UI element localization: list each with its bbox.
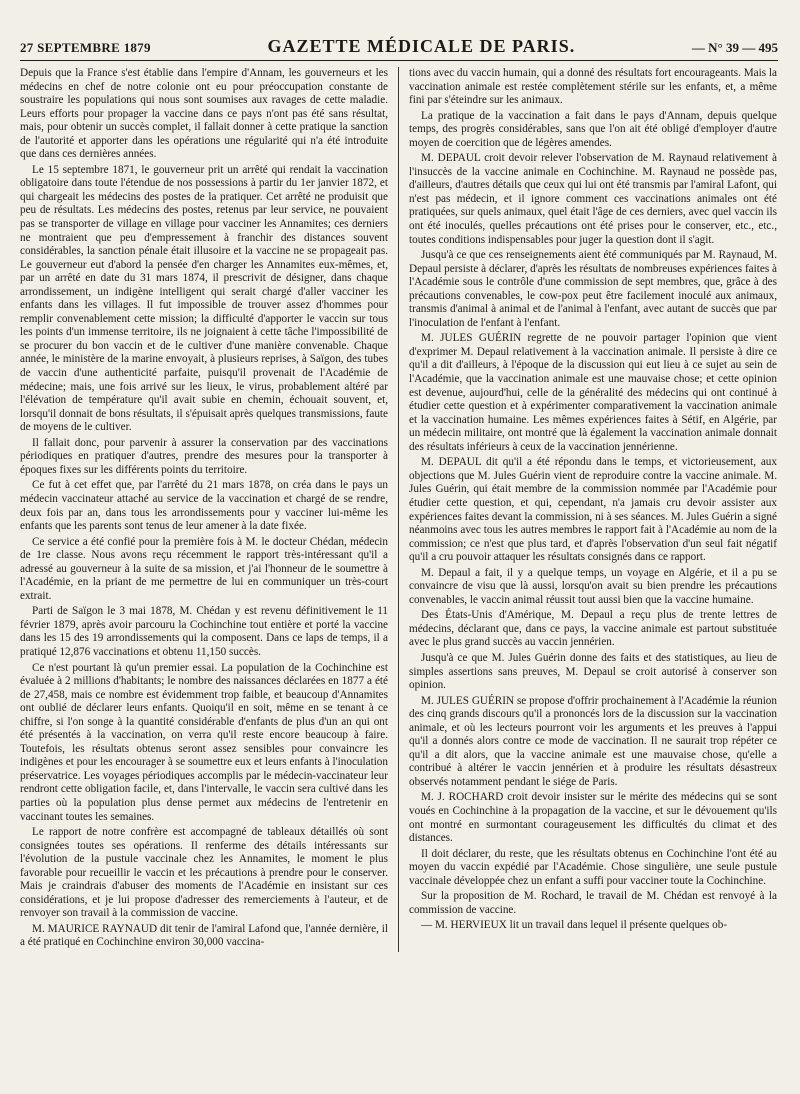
paragraph: Il fallait donc, pour parvenir à assurer la conservation par des vaccinations périodiques en pratiquer d'autres, prendre des mesures pour la transporter à époques fixes sur les différents points du territoire. [20,436,388,476]
paragraph: M. J. ROCHARD croit devoir insister sur le mérite des médecins qui se sont voués en Cochinchine à la propagation de la vaccine, et sur le dévouement qu'ils ont montré en surmontant courageusement les difficultés du climat et des distances. [409,791,777,845]
paragraph: Parti de Saïgon le 3 mai 1878, M. Chédan y est revenu définitivement le 11 février 1879, après avoir parcouru la Cochinchine tout entière et porté la vaccine dans les 15 des 19 arrondissements qui la composent. Dans ce laps de temps, il a pratiqué 12,876 vaccinations et obtenu 11,150 succès. [20,605,388,658]
journal-title: GAZETTE MÉDICALE DE PARIS. [267,36,576,56]
paragraph: Des États-Unis d'Amérique, M. Depaul a reçu plus de trente lettres de médecins, déclarant que, dans ce pays, la vaccine animale est partout substituée avec le plus grand succès au vaccin jennérien. [409,609,777,649]
paragraph: Il doit déclarer, du reste, que les résultats obtenus en Cochinchine l'ont été au moyen du vaccin expédié par l'Académie. Chose singulière, une seule pustule vaccinale développée chez un enfant a suffi pour vacciner toute la Cochinchine. [409,847,777,887]
paragraph: Le 15 septembre 1871, le gouverneur prit un arrêté qui rendait la vaccination obligatoire dans toute l'étendue de nos possessions à partir du 1er janvier 1872, et qui chargeait les médecins des postes de la pratiquer. Cet arrêté ne produisit que peu de résultats. Les médecins des postes, retenus par leur service, ne pouvaient pas se transporter de village en village pour vacciner les Annamites; ces derniers ne montraient que peu d'empressement à franchir des distances souvent considérables, la sanction pénale était illusoire et la vaccine ne se propageait pas. Le gouverneur eut d'abord la pensée d'en charger les Annamites eux-mêmes, et, par un arrêté en date du 31 mars 1874, il prescrivit de désigner, dans chaque arrondissement, un indigène intelligent qui serait chargé d'aller vacciner les enfants dans les villages. Il fut impossible de trouver assez d'hommes pour remplir convenablement cette mission; la difficulté d'apporter le vaccin sur tous les points d'un immense territoire, ils ne joignaient à cette tâche l'impossibilité de se procurer du bon vaccin et de le cultiver d'une manière convenable. Chaque année, le ministère de la marine envoyait, à plusieurs reprises, à Saïgon, des tubes de vaccin d'une authenticité parfaite, puisqu'il provenait de l'Académie de médecine; mais, une fois arrivé sur les lieux, le virus, probablement altéré par l'élévation de température qu'il avait subie en chemin, échouait souvent, et, lorsqu'il donnait de bons résultats, il s'épuisait après quelques transmissions, faute de moyens de le cultiver. [20,163,388,434]
paragraph: M. JULES GUÉRIN se propose d'offrir prochainement à l'Académie la réunion des cinq grands discours qu'il a prononcés lors de la discussion sur la vaccination animale, et où les lecteurs pourront voir les arguments et les preuves à l'appui qu'il a donnés alors contre ce mode de vaccination. Il ne saurait trop répéter ce qu'il a dit alors, que la vaccine animale est une mauvaise chose, qu'elle a contribué à altérer le vaccin jennérien et à produire les résultats désastreux observés notamment pendant le siége de Paris. [409,694,777,788]
page-header [20,36,778,61]
paragraph: tions avec du vaccin humain, qui a donné des résultats fort encourageants. Mais la vaccination animale est restée complètement stérile sur les enfants, et, a même fini par s'éteindre sur les animaux. [409,67,777,107]
article-columns [20,67,778,952]
right-column [398,67,777,952]
paragraph: M. JULES GUÉRIN regrette de ne pouvoir partager l'opinion que vient d'exprimer M. Depaul relativement à la vaccination animale. Il persiste à dire ce qu'il a dit d'ailleurs, à l'époque de la discussion qui eut lieu à ce sujet au sein de l'Académie, que la vaccination animale est une mauvaise chose; et cette opinion est devenue, aujourd'hui, celle de la généralité des médecins qui ont continué à étudier cette question et à expérimenter comparativement la vaccination animale et la vaccination humaine. Les mêmes expériences faites à Sétif, en Algérie, par un médecin militaire, ont montré que là également la vaccination animale donnait des résultats inférieurs à ceux de la vaccination jennérienne. [409,332,777,453]
paragraph: Jusqu'à ce que M. Jules Guérin donne des faits et des statistiques, au lieu de simples assertions sans preuves, M. Depaul se croit autorisé à conserver son opinion. [409,651,777,692]
paragraph: Depuis que la France s'est établie dans l'empire d'Annam, les gouverneurs et les médecins en chef de notre colonie ont eu pour préoccupation constante de soustraire les populations qui nous sont soumises aux ravages de cette maladie. Leurs efforts pour propager la vaccine dans ce pays n'ont pas été sans résultat, mais, pour obtenir un succès complet, il fallait donner à cette pratique la sanction de l'autorité et apporter dans les opérations une régularité qui n'a été introduite que dans ces dernières années. [20,67,388,161]
left-column [20,67,398,952]
paragraph: La pratique de la vaccination a fait dans le pays d'Annam, depuis quelque temps, des progrès considérables, sans que l'on ait été obligé d'employer d'autre moyen de coercition que de légères amendes. [409,109,777,149]
paragraph: M. DEPAUL dit qu'il a été répondu dans le temps, et victorieusement, aux objections que M. Jules Guérin vient de reproduire contre la vaccine animale. M. Jules Guérin, qui était membre de la commission nommée par l'Académie pour étudier cette question, et qui, cependant, n'a jamais cru devoir assister aux expériences faites devant la commission, ni à ses séances. M. Jules Guérin a signé néanmoins avec tous les autres membres le rapport fait à l'Académie au nom de la commission; ce n'est que plus tard, et d'après l'observation d'un seul fait négatif qu'il a cru pouvoir attaquer les résultats consignés dans ce rapport. [409,456,777,564]
paragraph: M. Depaul a fait, il y a quelque temps, un voyage en Algérie, et il a pu se convaincre de visu que là aussi, lorsqu'on avait su bien prendre les précautions convenables, le vaccin animal réussit tout aussi bien que la vaccine humaine. [409,566,777,606]
issue-date: 27 SEPTEMBRE 1879 [20,40,151,55]
paragraph: — M. HERVIEUX lit un travail dans lequel il présente quelques ob- [421,919,728,932]
paragraph: Ce service a été confié pour la première fois à M. le docteur Chédan, médecin de 1re classe. Nous avons reçu récemment le rapport très-intéressant qu'il a adressé au gouverneur à la suite de sa mission, et j'ai l'honneur de le soumettre à l'Académie, en la priant de me permettre de lui en communiquer un très-court extrait. [20,535,388,602]
paragraph: Ce fut à cet effet que, par l'arrêté du 21 mars 1878, on créa dans le pays un médecin vaccinateur attaché au service de la vaccination et chargé de se rendre, deux fois par an, dans tous les arrondissements pour y vacciner lui-même les enfants que les parents sont tenus de leur amener à la date fixée. [20,479,388,533]
paragraph: M. DEPAUL croit devoir relever l'observation de M. Raynaud relativement à l'insuccès de la vaccine animale en Cochinchine. M. Raynaud ne possède pas, d'ailleurs, d'autres détails que ceux qui lui ont été transmis par l'amiral Lafont, qui n'est pas médecin, et il ignore comment ces vaccinations animales ont été pratiquées, sur quels animaux, quel était l'âge de ces derniers, avec quel vaccin ils ont été inoculés, quelles précautions ont été prises pour le conserver, etc., etc., toutes conditions indispensables pour juger la question dont il s'agit. [409,152,777,246]
paragraph: Sur la proposition de M. Rochard, le travail de M. Chédan est renvoyé à la commission de vaccine. [409,890,777,916]
paragraph: M. MAURICE RAYNAUD dit tenir de l'amiral Lafond que, l'année dernière, il a été pratiqué en Cochinchine environ 30,000 vaccina- [20,922,388,949]
paragraph: Ce n'est pourtant là qu'un premier essai. La population de la Cochinchine est évaluée à 2 millions d'habitants; le nombre des naissances déclarées en 1877 a été de 27,458, mais ce nombre est évidemment trop faible, et beaucoup d'Annamites ont oublié de déclarer leurs enfants. Quoiqu'il en soit, même en se tenant à ce chiffre, si l'on songe à la quantité considérable d'enfants de plus d'un an qui ont été présentés à la vaccination, on verra qu'il reste encore beaucoup à faire. Toutefois, les résultats obtenus seront assez sensibles pour convaincre les indigènes et pour les encourager à se soumettre eux et leurs enfants à l'inoculation préservatrice. Les voyages périodiques accomplis par le médecin-vaccinateur leur rendront cette obligation facile, et, dans l'intervalle, le vaccin sera cultivé dans les parties où la population plus dense permet aux médecins de l'entretenir en vaccinant toutes les semaines. [20,661,388,823]
paragraph: Jusqu'à ce que ces renseignements aient été communiqués par M. Raynaud, M. Depaul persiste à déclarer, d'après les résultats de nombreuses expériences faites à l'Académie sous le contrôle d'une commission de sept membres, que, grâce à des précautions convenables, le cow-pox peut être facilement inoculé aux animaux, transmis d'animal à animal et de l'animal à l'enfant, avec autant de succès que par l'inoculation de l'enfant à l'enfant. [409,249,777,329]
issue-number: — N° 39 — 495 [691,40,778,55]
paragraph: Le rapport de notre confrère est accompagné de tableaux détaillés où sont consignées toutes ses opérations. Il renferme des détails intéressants sur l'évolution de la pustule vaccinale chez les Annamites, le moment le plus favorable pour recueillir le vaccin et les précautions à prendre pour le conserver. Mais je craindrais d'abuser des moments de l'Académie en insistant sur ces considérations, et je lui propose d'adresser des remerciements à l'auteur, et de renvoyer son travail à la commission de vaccine. [20,826,388,920]
